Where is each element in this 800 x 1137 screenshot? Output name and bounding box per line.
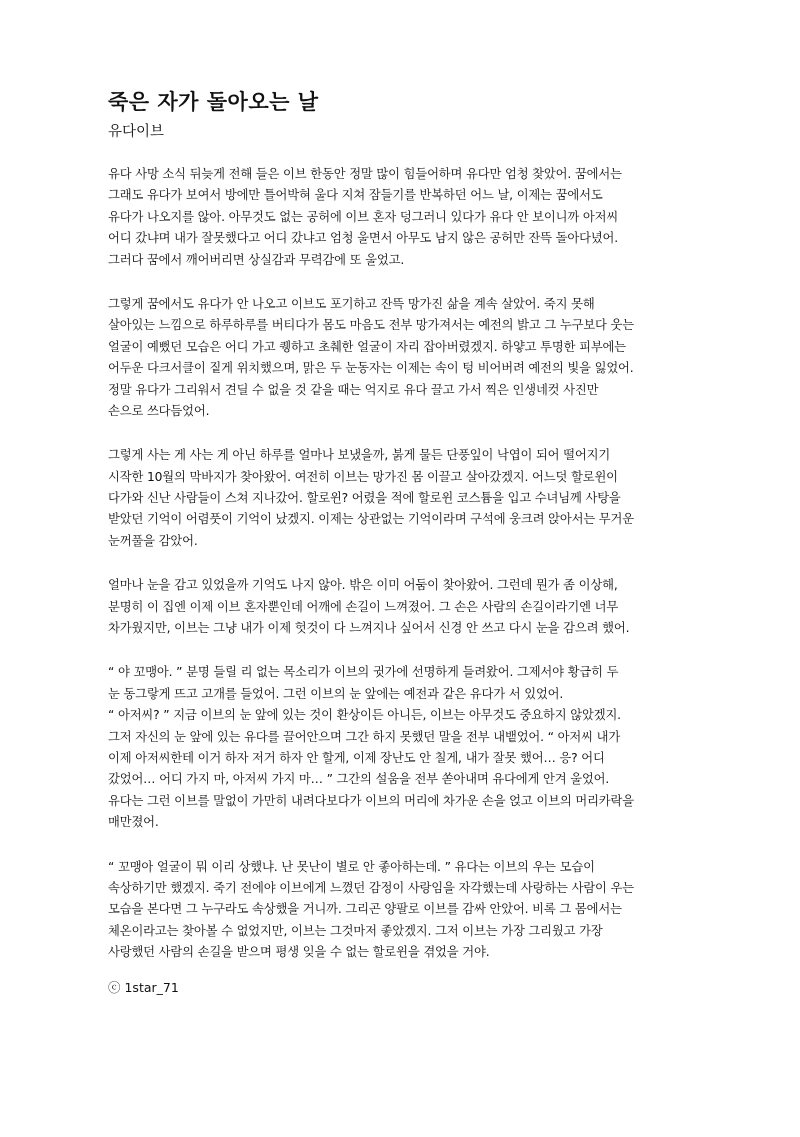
paragraph-line: 갔었어… 어디 가지 마, 아저씨 가지 마… ” 그간의 설움을 전부 쏟아내며 유다에게 안겨 울었어.	[108, 772, 610, 787]
paragraph-line: 이제 아저씨한테 이거 하자 저거 하자 안 할게, 이제 장난도 안 칠게, 내가 잘못 했어… 응? 어디	[108, 750, 605, 765]
paragraph-line: “ 야 꼬맹아. ” 분명 들릴 리 없는 목소리가 이브의 귓가에 선명하게 들려왔어. 그제서야 황급히 두	[108, 665, 619, 680]
paragraph-line: 받았던 기억이 어렴풋이 기억이 났겠지. 이제는 상관없는 기억이라며 구석에 웅크려 앉아서는 무거운	[108, 512, 634, 527]
paragraph-line: 속상하기만 했겠지. 죽기 전에야 이브에게 느꼈던 감정이 사랑임을 자각했는데 사랑하는 사람이 우는	[108, 880, 634, 895]
paragraph-line: 매만졌어.	[108, 815, 159, 830]
story-body	[108, 164, 708, 987]
paragraph-line: 그저 자신의 눈 앞에 있는 유다를 끌어안으며 그간 하지 못했던 말을 전부 내뱉었어. “ 아저씨 내가	[108, 729, 621, 744]
paragraph-line: 분명히 이 집엔 이제 이브 혼자뿐인데 어깨에 손길이 느껴졌어. 그 손은 사람의 손길이라기엔 너무	[108, 599, 619, 614]
paragraph-line: 살아있는 느낌으로 하루하루를 버티다가 몸도 마음도 전부 망가져서는 예전의 밝고 그 누구보다 웃는	[108, 318, 634, 333]
paragraph-line: 그렇게 사는 게 사는 게 아닌 하루를 얼마나 보냈을까, 붉게 물든 단풍잎이 낙엽이 되어 떨어지기	[108, 448, 611, 463]
paragraph-line: 사랑했던 사람의 손길을 받으며 평생 잊을 수 없는 할로윈을 겪었을 거야.	[108, 945, 490, 960]
copyright-notice: ⓒ 1star_71	[108, 980, 179, 995]
story-paragraph	[108, 164, 708, 271]
paragraph-line: “ 아저씨? ” 지금 이브의 눈 앞에 있는 것이 환상이든 아니든, 이브는 아무것도 중요하지 않았겠지.	[108, 708, 621, 723]
paragraph-line: 그래도 유다가 보여서 방에만 틀어박혀 울다 지쳐 잠들기를 반복하던 어느 날, 이제는 꿈에서도	[108, 188, 603, 203]
paragraph-line: 얼마나 눈을 감고 있었을까 기억도 나지 않아. 밖은 이미 어둠이 찾아왔어. 그런데 뭔가 좀 이상해,	[108, 578, 618, 593]
paragraph-line: 차가웠지만, 이브는 그냥 내가 이제 헛것이 다 느껴지나 싶어서 신경 안 쓰고 다시 눈을 감으려 했어.	[108, 621, 630, 636]
story-paragraph	[108, 857, 708, 964]
paragraph-line: “ 꼬맹아 얼굴이 뭐 이리 상했냐. 난 못난이 별로 안 좋아하는데. ” 유다는 이브의 우는 모습이	[108, 859, 595, 874]
paragraph-line: 눈꺼풀을 감았어.	[108, 533, 198, 548]
paragraph-line: 그러다 꿈에서 깨어버리면 상실감과 무력감에 또 울었고.	[108, 252, 405, 267]
paragraph-line: 그렇게 꿈에서도 유다가 안 나오고 이브도 포기하고 잔뜩 망가진 삶을 계속 살았어. 죽지 못해	[108, 296, 595, 311]
paragraph-line: 다가와 신난 사람들이 스쳐 지나갔어. 할로윈? 어렸을 적에 할로윈 코스튬을 입고 수녀님께 사탕을	[108, 491, 621, 506]
author-name: 유다이브	[108, 124, 165, 140]
paragraph-line: 어디 갔냐며 내가 잘못했다고 어디 갔냐고 엄청 울면서 아무도 남지 않은 공허만 잔뜩 돌아다녔어.	[108, 231, 619, 246]
paragraph-line: 유다 사망 소식 뒤늦게 전해 들은 이브 한동안 정말 많이 힘들어하며 유다만 엄청 찾았어. 꿈에서는	[108, 167, 622, 181]
paragraph-line: 눈 동그랗게 뜨고 고개를 들었어. 그런 이브의 눈 앞에는 예전과 같은 유다가 서 있었어.	[108, 686, 564, 701]
page-title: 죽은 자가 돌아오는 날	[108, 90, 319, 114]
paragraph-line: 정말 유다가 그리워서 견딜 수 없을 것 같을 때는 억지로 유다 끌고 가서 찍은 인생네컷 사진만	[108, 382, 599, 397]
paragraph-line: 시작한 10월의 막바지가 찾아왔어. 여전히 이브는 망가진 몸 이끌고 살아갔겠지. 어느덧 할로윈이	[108, 469, 618, 484]
story-paragraph	[108, 445, 708, 552]
paragraph-line: 체온이라고는 찾아볼 수 없었지만, 이브는 그것마저 좋았겠지. 그저 이브는 가장 그리웠고 가장	[108, 923, 603, 938]
story-paragraph	[108, 294, 708, 422]
story-paragraph	[108, 575, 708, 639]
paragraph-line: 어두운 다크서클이 짙게 위치했으며, 맑은 두 눈동자는 이제는 속이 텅 비어버려 예전의 빛을 잃었어.	[108, 361, 634, 376]
paragraph-line: 유다는 그런 이브를 말없이 가만히 내려다보다가 이브의 머리에 차가운 손을 얹고 이브의 머리카락을	[108, 793, 634, 808]
paragraph-line: 얼굴이 예뻤던 모습은 어디 가고 퀭하고 초췌한 얼굴이 자리 잡아버렸겠지. 하얗고 투명한 피부에는	[108, 339, 627, 354]
paragraph-line: 모습을 본다면 그 누구라도 속상했을 거니까. 그리곤 양팔로 이브를 감싸 안았어. 비록 그 몸에서는	[108, 902, 622, 917]
paragraph-line: 유다가 나오지를 않아. 아무것도 없는 공허에 이브 혼자 덩그러니 있다가 유다 안 보이니까 아저씨	[108, 209, 619, 224]
story-paragraph	[108, 662, 708, 833]
paragraph-line: 손으로 쓰다듬었어.	[108, 403, 210, 418]
